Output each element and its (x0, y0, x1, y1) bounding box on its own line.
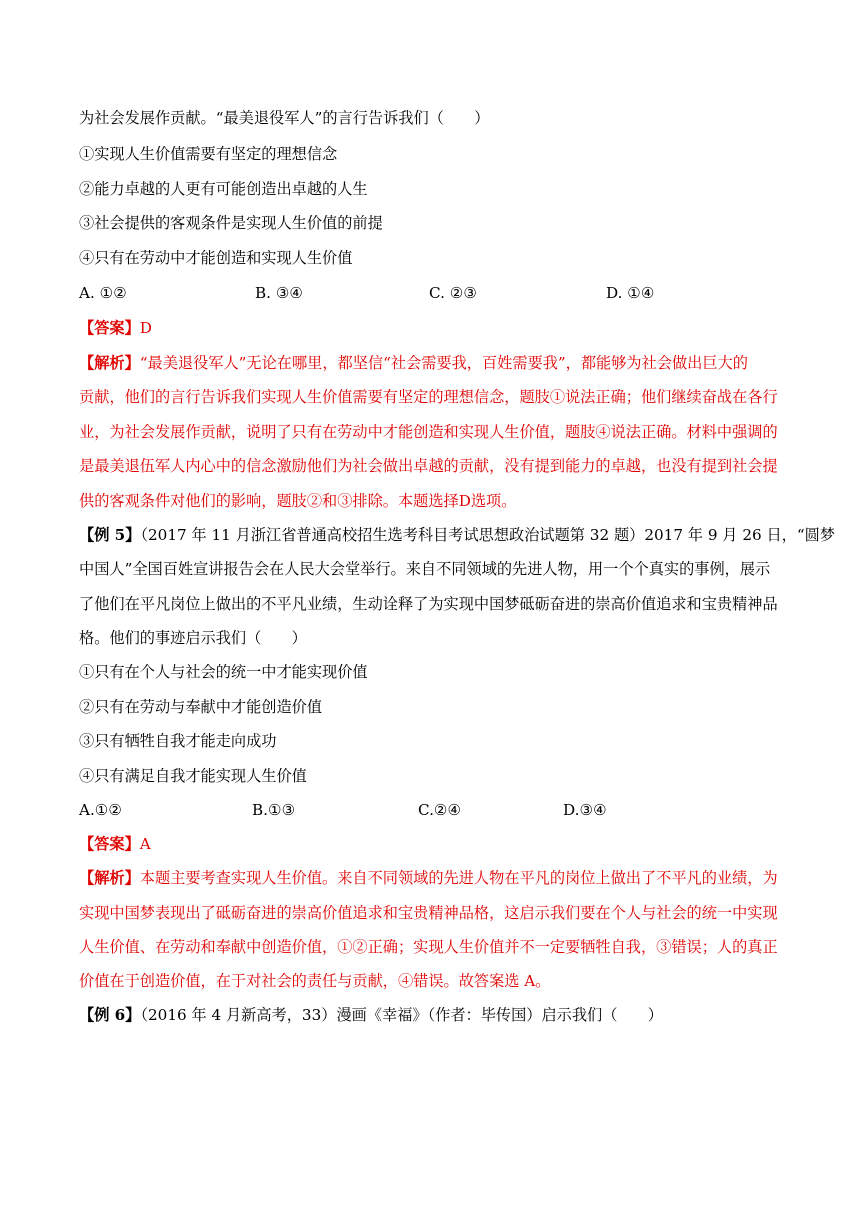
q4-analysis-line-4: 是最美退伍军人内心中的信念激励他们为社会做出卓越的贡献，没有提到能力的卓越，也没有提到社会提 (79, 457, 778, 475)
analysis-text: 本题主要考查实现人生价值。来自不同领域的先进人物在平凡的岗位上做出了不平凡的业绩，为 (139, 869, 778, 887)
q4-analysis-line-2: 贡献，他们的言行告诉我们实现人生价值需要有坚定的理想信念，题肢①说法正确；他们继续奋战在各行 (79, 388, 778, 406)
q4-stem: 为社会发展作贡献。“最美退役军人”的言行告诉我们（ ） (79, 109, 490, 127)
answer-tag: 【答案】 (79, 319, 140, 337)
q5-item-2: ②只有在劳动与奉献中才能创造价值 (79, 698, 322, 716)
q5-stem-line-3: 了他们在平凡岗位上做出的不平凡业绩，生动诠释了为实现中国梦砥砺奋进的崇高价值追求和宝贵精神品 (79, 595, 778, 613)
q4-item-2: ②能力卓越的人更有可能创造出卓越的人生 (79, 180, 368, 198)
q4-item-1: ①实现人生价值需要有坚定的理想信念 (79, 145, 338, 163)
q5-option-c: C.②④ (418, 801, 462, 819)
q5-stem-line-2: 中国人”全国百姓宣讲报告会在人民大会堂举行。来自不同领域的先进人物，用一个个真实的事例，展示 (79, 560, 771, 578)
q5-analysis-line-1 (79, 868, 783, 888)
q4-answer (79, 318, 783, 338)
answer-tag: 【答案】 (79, 835, 140, 853)
q5-stem-line-1 (79, 525, 835, 545)
q4-item-4: ④只有在劳动中才能创造和实现人生价值 (79, 249, 353, 267)
q5-stem-line-4: 格。他们的事迹启示我们（ ） (79, 629, 307, 647)
answer-value: A (139, 835, 151, 853)
q6-stem-text: （2016 年 4 月新高考，33）漫画《幸福》（作者：毕传国）启示我们（ ） (140, 1006, 663, 1024)
q4-analysis-line-5: 供的客观条件对他们的影响，题肢②和③排除。本题选择D选项。 (79, 492, 517, 510)
q5-tag: 【例 5】 (79, 526, 141, 544)
q4-option-a: A. ①② (79, 284, 127, 302)
q6-stem (79, 1005, 783, 1025)
answer-value: D (139, 319, 152, 337)
q5-answer (79, 834, 783, 854)
q5-option-d: D.③④ (563, 801, 607, 819)
q5-stem-text: （2017 年 11 月浙江省普通高校招生选考科目考试思想政治试题第 32 题）2017 年 9 月 26 日，“圆梦 (140, 526, 835, 544)
q5-analysis-line-4: 价值在于创造价值，在于对社会的责任与贡献，④错误。故答案选 A。 (79, 972, 551, 990)
q5-option-a: A.①② (79, 801, 123, 819)
q5-item-3: ③只有牺牲自我才能走向成功 (79, 732, 277, 750)
q5-option-b: B.①③ (252, 801, 296, 819)
q4-option-c: C. ②③ (429, 284, 477, 302)
q5-analysis-line-3: 人生价值、在劳动和奉献中创造价值，①②正确；实现人生价值并不一定要牺牲自我，③错误；人的真正 (79, 938, 778, 956)
q6-tag: 【例 6】 (79, 1006, 141, 1024)
q4-analysis-line-1 (79, 353, 783, 373)
q4-analysis-line-3: 业，为社会发展作贡献，说明了只有在劳动中才能创造和实现人生价值，题肢④说法正确。材料中强调的 (79, 423, 778, 441)
q4-item-3: ③社会提供的客观条件是实现人生价值的前提 (79, 214, 383, 232)
q5-item-4: ④只有满足自我才能实现人生价值 (79, 767, 307, 785)
q4-option-b: B. ③④ (255, 284, 304, 302)
analysis-text: “最美退役军人”无论在哪里，都坚信“社会需要我，百姓需要我”，都能够为社会做出巨大的 (139, 354, 748, 372)
analysis-tag: 【解析】 (79, 354, 140, 372)
q5-item-1: ①只有在个人与社会的统一中才能实现价值 (79, 663, 368, 681)
q4-option-d: D. ①④ (606, 284, 655, 302)
q5-analysis-line-2: 实现中国梦表现出了砥砺奋进的崇高价值追求和宝贵精神品格，这启示我们要在个人与社会的统一中实现 (79, 904, 778, 922)
analysis-tag: 【解析】 (79, 869, 140, 887)
